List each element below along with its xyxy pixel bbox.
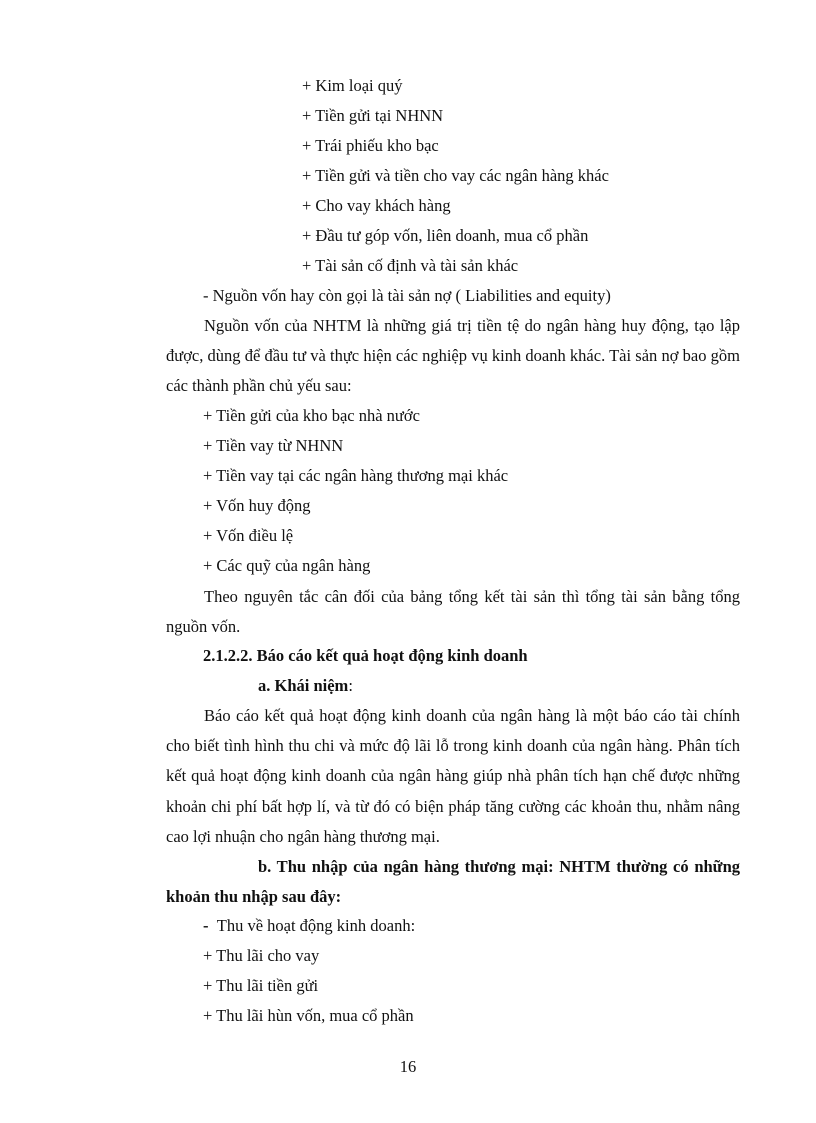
income-heading: Thu về hoạt động kinh doanh: <box>216 916 416 935</box>
liabilities-paragraph: Nguồn vốn của NHTM là những giá trị tiền tệ do ngân hàng huy động, tạo lập được, dùng để đầu tư và thực hiện các nghiệp vụ kinh doanh khác. Tài sản nợ bao gồm các thành phần chủ yếu sau: <box>166 316 740 396</box>
income-dash: - <box>203 916 209 935</box>
subsection-a-heading <box>258 676 353 696</box>
asset-item-treasury-bonds: + Trái phiếu kho bạc <box>302 136 439 155</box>
page-number: 16 <box>399 1057 417 1076</box>
income-heading-line <box>203 916 415 936</box>
liability-item-treasury-deposits: + Tiền gửi của kho bạc nhà nước <box>203 406 420 425</box>
asset-item-customer-loans: + Cho vay khách hàng <box>302 196 451 215</box>
asset-item-interbank: + Tiền gửi và tiền cho vay các ngân hàng khác <box>302 166 609 185</box>
asset-item-fixed-assets: + Tài sản cố định và tài sản khác <box>302 256 519 275</box>
subsection-a-label: a. Khái niệm <box>258 676 349 695</box>
asset-item-investments: + Đầu tư góp vốn, liên doanh, mua cổ phần <box>302 226 589 245</box>
concept-paragraph: Báo cáo kết quả hoạt động kinh doanh của ngân hàng là một báo cáo tài chính cho biết tình hình thu chi và mức độ lãi lỗ trong kinh doanh của ngân hàng. Phân tích kết quả hoạt động kinh doanh của ngân hàng giúp nhà phân tích hạn chế được những khoản chi phí bất hợp lí, và từ đó có biện pháp tăng cường các khoản thu, nhằm nâng cao lợi nhuận cho ngân hàng thương mại. <box>166 706 740 846</box>
subsection-b-paragraph: b. Thu nhập của ngân hàng thương mại: NHTM thường có những khoản thu nhập sau đây: <box>166 857 740 907</box>
liability-item-bank-funds: + Các quỹ của ngân hàng <box>203 556 371 575</box>
liabilities-heading: - Nguồn vốn hay còn gọi là tài sản nợ ( Liabilities and equity) <box>203 286 611 305</box>
liability-item-mobilized-capital: + Vốn huy động <box>203 496 311 515</box>
income-item-equity-interest: + Thu lãi hùn vốn, mua cổ phần <box>203 1006 414 1025</box>
section-heading: 2.1.2.2. Báo cáo kết quả hoạt động kinh doanh <box>203 646 528 665</box>
income-item-loan-interest: + Thu lãi cho vay <box>203 946 320 965</box>
income-item-deposit-interest: + Thu lãi tiền gửi <box>203 976 319 995</box>
subsection-a-colon: : <box>348 676 353 695</box>
asset-item-deposits-sbv: + Tiền gửi tại NHNN <box>302 106 444 125</box>
liability-item-sbv-borrowing: + Tiền vay từ NHNN <box>203 436 344 455</box>
balance-paragraph: Theo nguyên tắc cân đối của bảng tổng kết tài sản thì tổng tài sản bằng tổng nguồn vốn. <box>166 587 740 637</box>
liability-item-charter-capital: + Vốn điều lệ <box>203 526 294 545</box>
asset-item-precious-metals: + Kim loại quý <box>302 76 403 95</box>
liability-item-interbank-borrowing: + Tiền vay tại các ngân hàng thương mại khác <box>203 466 509 485</box>
